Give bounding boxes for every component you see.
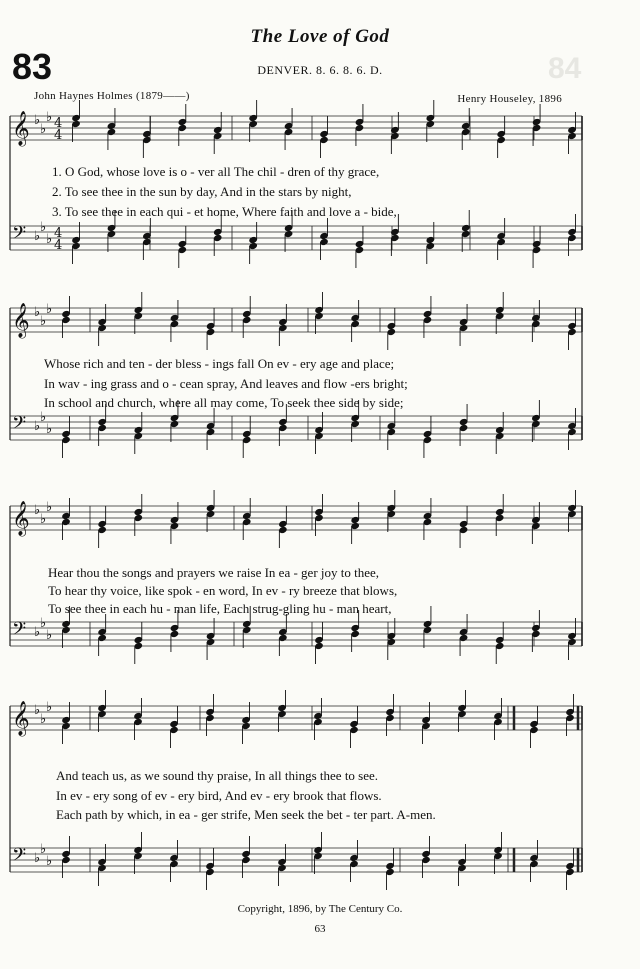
bass-clef: 𝄢 bbox=[12, 845, 27, 870]
key-flat: ♭ bbox=[40, 712, 47, 727]
lyric-line: Hear thou the songs and prayers we raise In ea - ger joy to thee, bbox=[48, 565, 380, 580]
key-flat: ♭ bbox=[46, 422, 53, 437]
time-signature-bottom: 4 bbox=[54, 238, 63, 253]
hymn-title: The Love of God bbox=[250, 26, 390, 47]
bass-clef: 𝄢 bbox=[12, 223, 27, 248]
key-flat: ♭ bbox=[40, 220, 47, 235]
key-flat: ♭ bbox=[40, 410, 47, 425]
lyric-line: 2. To see thee in the sun by day, And in the stars by night, bbox=[52, 184, 352, 199]
lyric-line: 3. To see thee in each qui - et home, Where faith and love a - bide, bbox=[52, 204, 397, 219]
key-flat: ♭ bbox=[46, 700, 53, 715]
key-flat: ♭ bbox=[40, 842, 47, 857]
key-flat: ♭ bbox=[40, 616, 47, 631]
lyric-line: Whose rich and ten - der bless - ings fall On ev - ery age and place; bbox=[44, 356, 395, 371]
lyric-line: And teach us, as we sound thy praise, In all things thee to see. bbox=[56, 768, 379, 783]
lyric-line: To see thee in each hu - man life, Each strug-gling hu - man heart, bbox=[48, 601, 392, 616]
time-signature-bottom: 4 bbox=[54, 128, 63, 143]
treble-clef: 𝄞 bbox=[12, 303, 30, 338]
music-composer: Henry Houseley, 1896 bbox=[457, 93, 562, 105]
key-flat: ♭ bbox=[46, 854, 53, 869]
key-flat: ♭ bbox=[34, 625, 41, 640]
key-flat: ♭ bbox=[34, 703, 41, 718]
lyric-line: To hear thy voice, like spok - en word, In ev - ry breeze that blows, bbox=[48, 583, 398, 598]
tune-name: DENVER. 8. 6. 8. 6. D. bbox=[257, 63, 383, 77]
bleed-through-number: 84 bbox=[548, 52, 582, 85]
lyric-line: In ev - ery song of ev - ery bird, And ev - ery brook that flows. bbox=[56, 788, 382, 803]
key-flat: ♭ bbox=[40, 314, 47, 329]
key-flat: ♭ bbox=[46, 628, 53, 643]
bass-clef: 𝄢 bbox=[12, 413, 27, 438]
hymn-number: 83 bbox=[12, 46, 53, 87]
key-flat: ♭ bbox=[34, 113, 41, 128]
key-flat: ♭ bbox=[46, 302, 53, 317]
bass-clef: 𝄢 bbox=[12, 619, 27, 644]
key-flat: ♭ bbox=[46, 110, 53, 125]
text-author: John Haynes Holmes (1879——) bbox=[34, 90, 190, 102]
treble-clef: 𝄞 bbox=[12, 501, 30, 536]
key-flat: ♭ bbox=[46, 500, 53, 515]
lyric-line: Each path by which, in ea - ger strife, Men seek the bet - ter part. A-men. bbox=[56, 807, 436, 822]
time-signature-top: 4 bbox=[54, 226, 63, 241]
treble-clef: 𝄞 bbox=[12, 111, 30, 146]
key-flat: ♭ bbox=[40, 122, 47, 137]
key-flat: ♭ bbox=[46, 232, 53, 247]
copyright-notice: Copyright, 1896, by The Century Co. bbox=[237, 903, 403, 915]
lyric-line: In wav - ing grass and o - cean spray, And leaves and flow -ers bright; bbox=[44, 376, 408, 391]
treble-clef: 𝄞 bbox=[12, 701, 30, 736]
page-number: 63 bbox=[314, 923, 326, 935]
time-signature-top: 4 bbox=[54, 116, 63, 131]
key-flat: ♭ bbox=[34, 305, 41, 320]
key-flat: ♭ bbox=[40, 512, 47, 527]
key-flat: ♭ bbox=[34, 503, 41, 518]
lyric-line: 1. O God, whose love is o - ver all The chil - dren of thy grace, bbox=[52, 164, 380, 179]
key-flat: ♭ bbox=[34, 419, 41, 434]
key-flat: ♭ bbox=[34, 229, 41, 244]
key-flat: ♭ bbox=[34, 851, 41, 866]
lyric-line: In school and church, where all may come, To seek thee side by side; bbox=[44, 395, 404, 410]
